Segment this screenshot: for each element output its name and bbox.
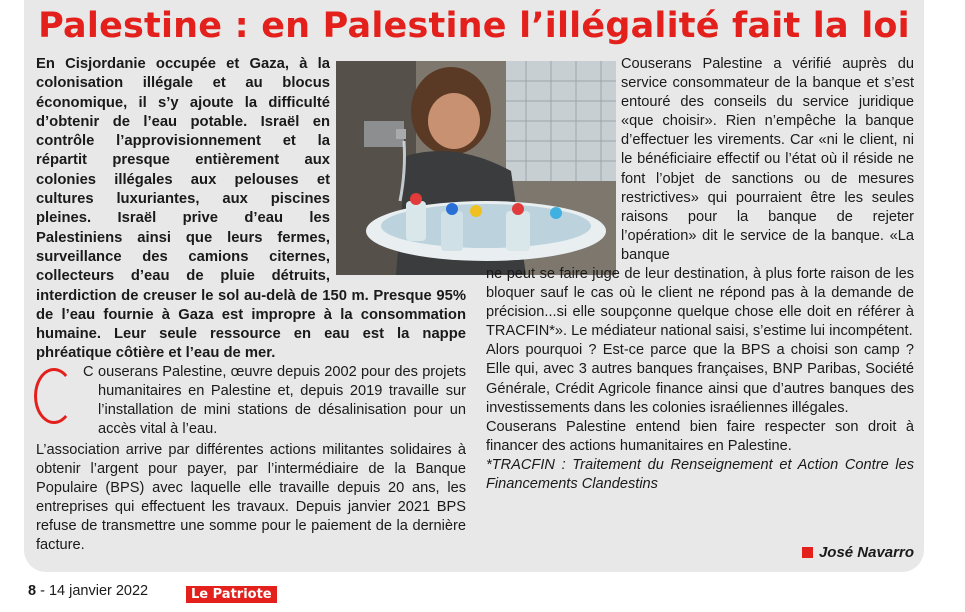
photo-illustration [336,61,616,275]
article-right-paragraph-2: Alors pourquoi ? Est-ce parce que la BPS a choisi son camp ? Elle qui, avec 3 autres banques françaises, BNP Paribas, Société Générale, Crédit Agricole finance ainsi que d’autres banques des investissements dans les colonies israéliennes illégales. [486,342,914,416]
article-footnote: *TRACFIN : Traitement du Renseignement et Action Contre les Financements Clandestins [486,456,914,493]
signature-marker-icon [802,547,813,558]
article-paragraph-2: ouserans Palestine, œuvre depuis 2002 pour des projets humanitaires en Palestine et, depuis 2019 travaille sur l’installation de mini stations de désalinisation pour un accès vital à l’eau. [98,364,466,437]
article-lead: En Cisjordanie occupée et Gaza, à la colonisation illégale et au blocus économique, il s’y ajoute la difficulté d’obtenir de l’eau potable. Israël en contrôle l’approvisionnement et la répartit presque entièrement aux colonies illégales aux pelouses et cultures luxuriantes, aux piscines pleines. Israël prive d’eau les Palestiniens ainsi que leurs fermes, surveillance des camions citernes, collecteurs d’eau de pluie détruits, interdiction de creuser le sol au-delà de 150 m. Presque 95% de l’eau fournie à Gaza est impropre à la consommation humaine. Leur seule ressource en eau est la nappe phréatique côtière et l’eau de mer. [36,56,466,362]
article-right-paragraph-3: Couserans Palestine entend bien faire respecter son droit à financer des actions humanitaires en Palestine. [486,418,914,454]
author-name: José Navarro [818,544,914,561]
dropcap-circle [34,368,74,424]
page-footer [28,583,148,599]
dropcap-letter: C [83,364,94,380]
photo-girl-drinking-water [336,61,616,275]
article-right-continue: ne peut se faire juge de leur destination, à plus forte raison de les bloquer sauf le cas où le client ne répond pas à la demande de précision...si elle soupçonne quelque chose elle doit en référer à TRACFIN*». Le médiateur national saisi, s’estime lui incompétent. [486,266,914,340]
article-title: Palestine : en Palestine l’illégalité fait la loi [38,6,910,46]
issue-date: - 14 janvier 2022 [40,583,149,599]
publication-logo: Le Patriote [186,586,277,603]
page-number: 8 [28,583,37,599]
article-paragraph-3: L’association arrive par différentes actions militantes solidaires à obtenir l’argent pour payer, par l’intermédiaire de la Banque Populaire (BPS) avec laquelle elle travaille depuis 20 ans, les entreprises qui effectuent les travaux. Depuis janvier 2021 BPS refuse de transmettre une somme pour le paiement de la dernière facture. [36,442,466,553]
article-right-column-bottom [486,265,914,494]
author-signature [802,544,914,561]
article-right-column-top: Couserans Palestine a vérifié auprès du service consommateur de la banque et s’est entouré des conseils du service juridique «que choisir». Rien n’empêche la banque d’effectuer les virements. Car «ni le client, ni le bénéficiaire effectif ou l’état où il réside ne font l’objet de sanctions ou de mesures restrictives» qui pourraient être les seules raisons pour la banque de rejeter l’opération» dit le service de la banque. «La banque [621,56,914,263]
